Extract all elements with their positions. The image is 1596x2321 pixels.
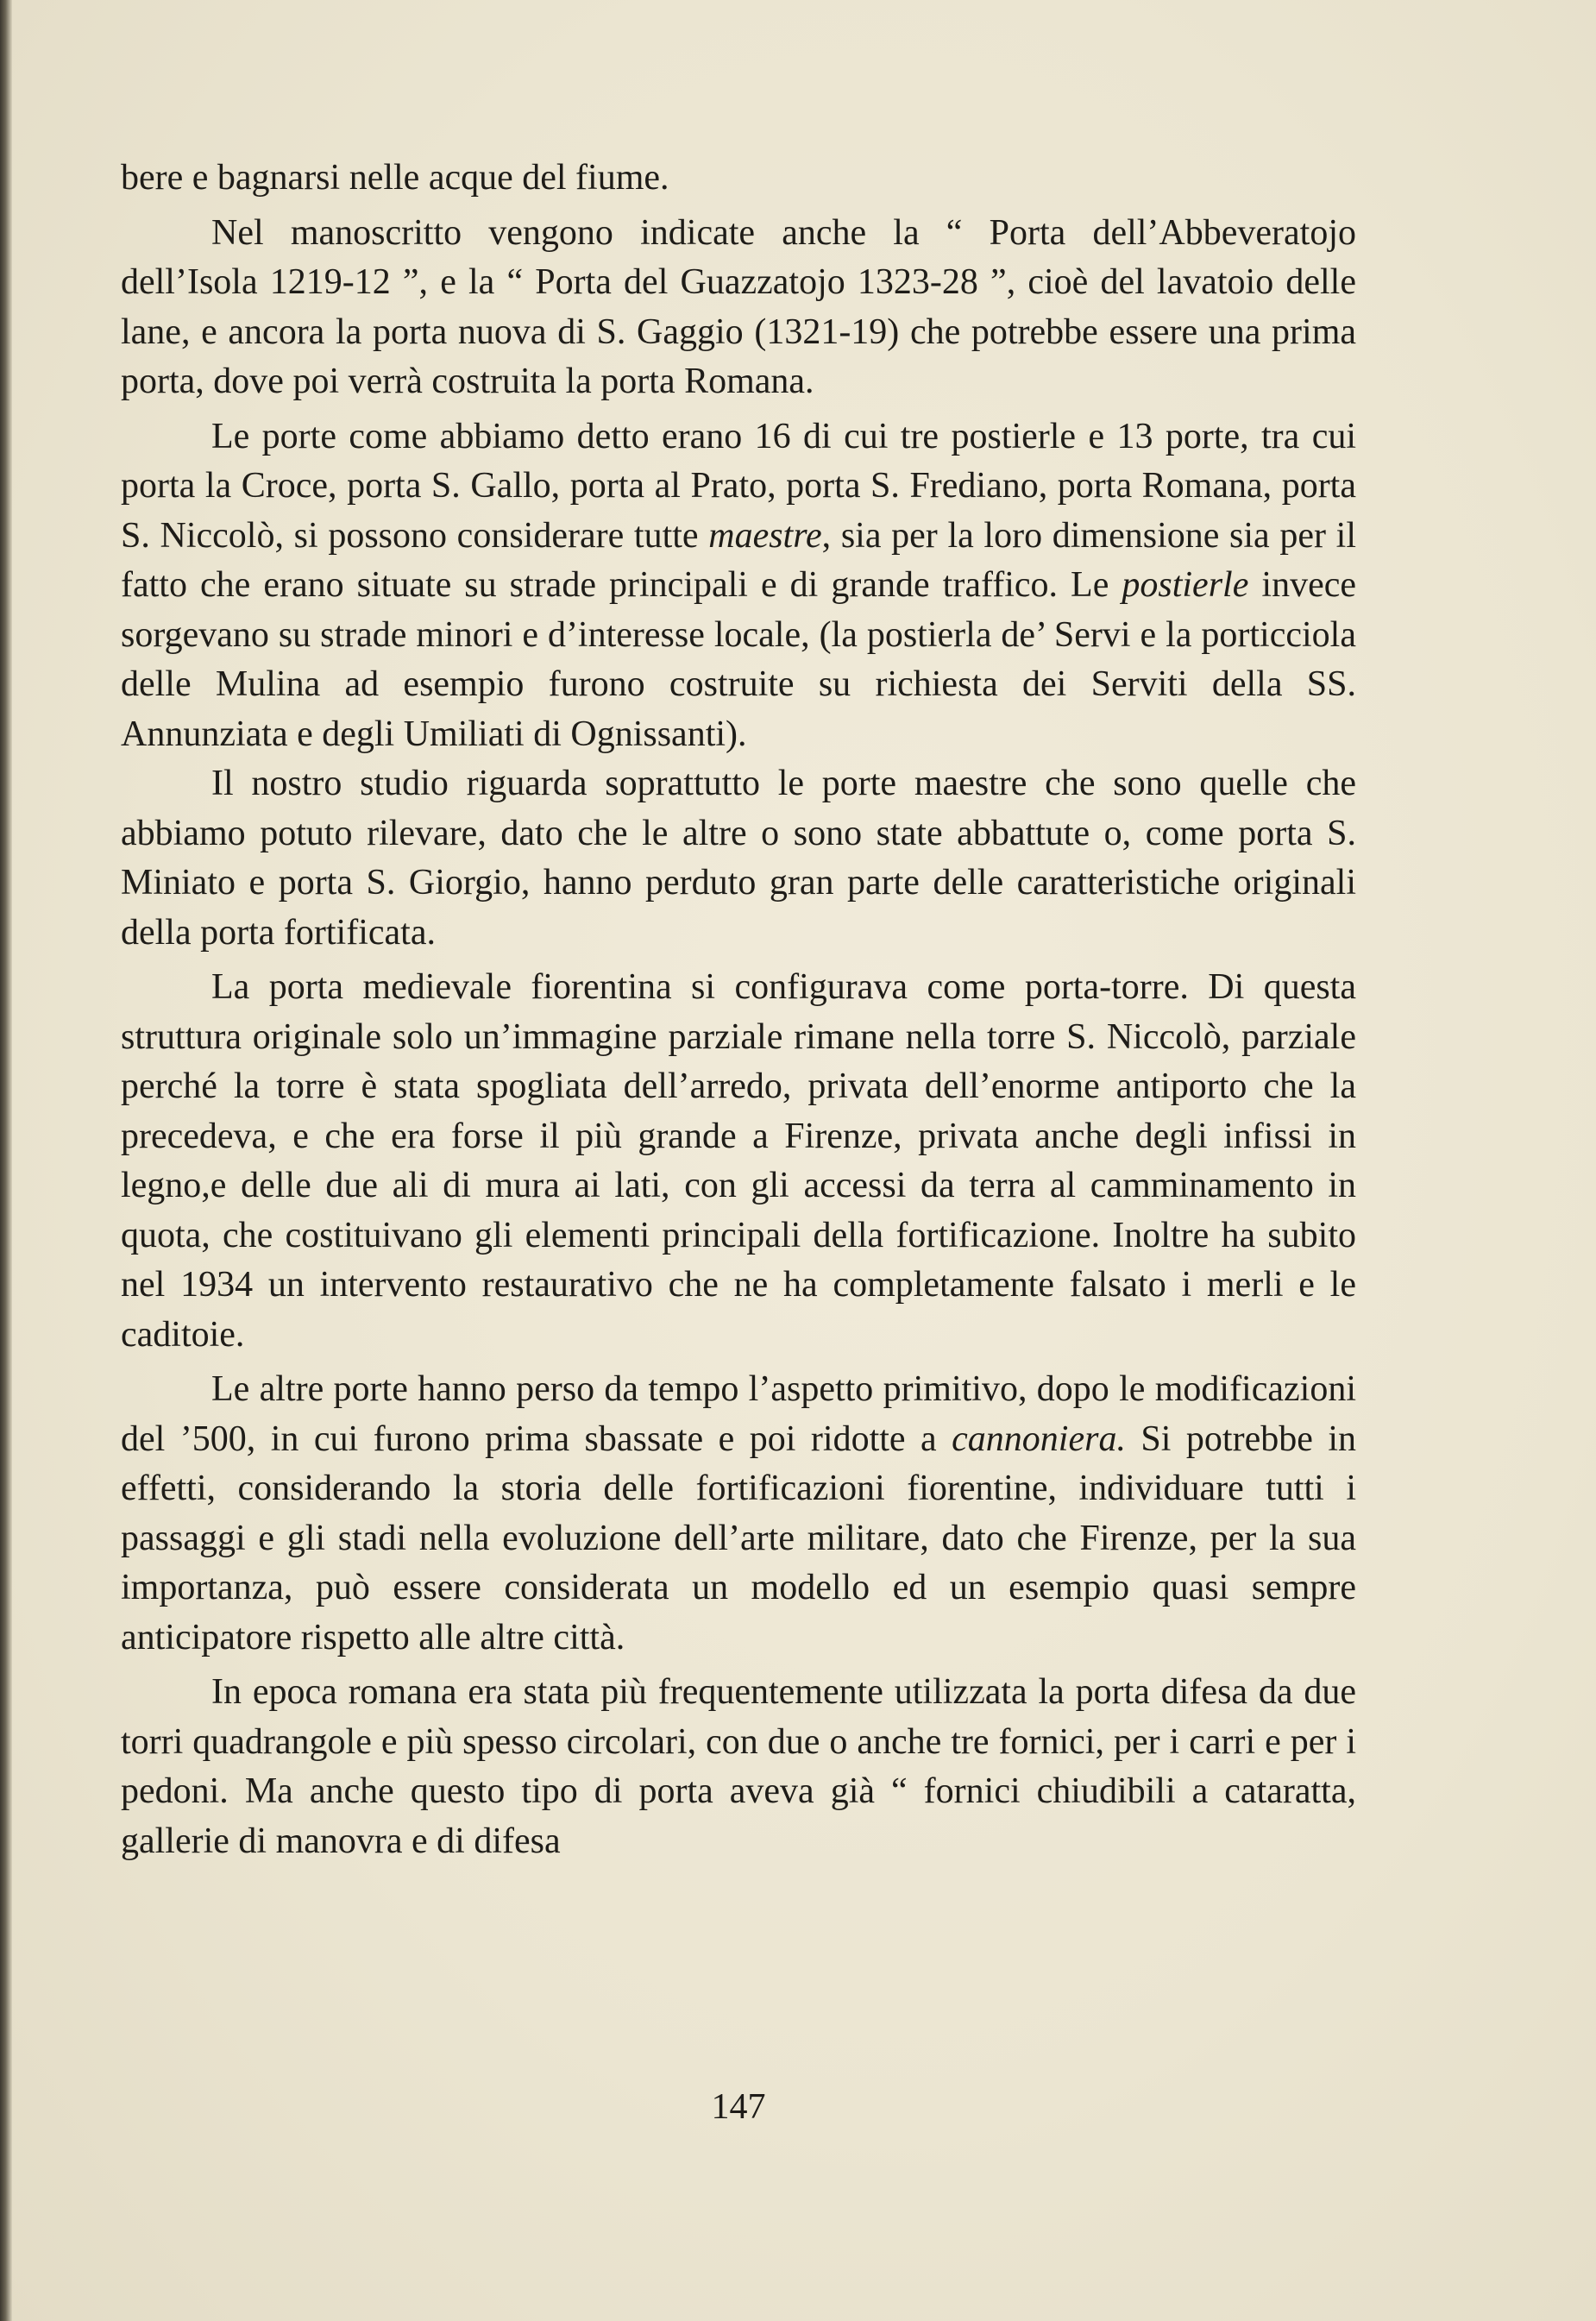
- text-run: invece sorgevano su strade minori e d’interesse locale, (la postierla de’ Servi e la porticciola delle Mulina ad esempio furono costruite su richiesta dei Serviti della SS. Annunziata e degli Umiliati di Ognissanti).: [121, 565, 1356, 754]
- text-run: In epoca romana era stata più frequentemente utilizzata la porta difesa da due torri quadrangole e più spesso circolari, con due o anche tre fornici, per i carri e per i pedoni. Ma anche questo tipo di porta aveva già “ fornici chiudibili a cataratta, gallerie di manovra e di difesa: [121, 1672, 1356, 1861]
- text-run: La porta medievale fiorentina si configurava come porta-torre. Di questa struttura originale solo un’immagine parziale rimane nella torre S. Niccolò, parziale perché la torre è stata spogliata dell’arredo, privata dell’enorme antiporto che la precedeva, e che era forse il più grande a Firenze, privata anche degli infissi in legno,e delle due ali di mura ai lati, con gli accessi da terra al camminamento in quota, che costituivano gli elementi principali della fortificazione. Inoltre ha subito nel 1934 un intervento restaurativo che ne ha completamente falsato i merli e le caditoie.: [121, 967, 1356, 1355]
- italic-term: postierle: [1122, 565, 1249, 605]
- paragraph: [121, 963, 1356, 1360]
- italic-term: cannoniera.: [952, 1418, 1126, 1459]
- text-run: bere e bagnarsi nelle acque del fiume.: [121, 158, 669, 198]
- body-text: [121, 154, 1356, 1866]
- paragraph: [121, 1668, 1356, 1866]
- paragraph: [121, 759, 1356, 958]
- paragraph: [121, 209, 1356, 407]
- paragraph: [121, 412, 1356, 760]
- text-run: Le porte come abbiamo detto erano 16 di cui tre postierle e 13 porte, tra cui porta la Croce, porta S. Gallo, porta al Prato, porta S. Frediano, porta Romana, porta S. Niccolò, si possono considerare tutte: [121, 416, 1356, 556]
- text-run: Si potrebbe in effetti, considerando la storia delle fortificazioni fiorentine, individuare tutti i passaggi e gli stadi nella evoluzione dell’arte militare, dato che Firenze, per la sua importanza, può essere considerata un modello ed un esempio quasi sempre anticipatore rispetto alle altre città.: [121, 1418, 1356, 1657]
- page-gutter-shadow: [0, 0, 12, 2321]
- text-run: Il nostro studio riguarda soprattutto le porte maestre che sono quelle che abbiamo potuto rilevare, dato che le altre o sono state abbattute o, come porta S. Miniato e porta S. Giorgio, hanno perduto gran parte delle caratteristiche originali della porta fortificata.: [121, 764, 1356, 953]
- paragraph: [121, 1365, 1356, 1663]
- text-run: , sia per la loro dimensione sia per il fatto che erano situate su strade principali e di grande traffico. Le: [121, 515, 1357, 605]
- page-number: 147: [711, 2087, 766, 2127]
- text-run: Nel manoscritto vengono indicate anche la “ Porta dell’Abbeveratojo dell’Isola 1219-12 ”, e la “ Porta del Guazzatojo 1323-28 ”, cioè del lavatoio delle lane, e ancora la porta nuova di S. Gaggio (1321-19) che potrebbe essere una prima porta, dove poi verrà costruita la porta Romana.: [121, 212, 1356, 401]
- paragraph: [121, 154, 1356, 204]
- italic-term: maestre: [708, 515, 822, 556]
- text-run: Le altre porte hanno perso da tempo l’aspetto primitivo, dopo le modificazioni del ’500, in cui furono prima sbassate e poi ridotte a: [121, 1369, 1356, 1459]
